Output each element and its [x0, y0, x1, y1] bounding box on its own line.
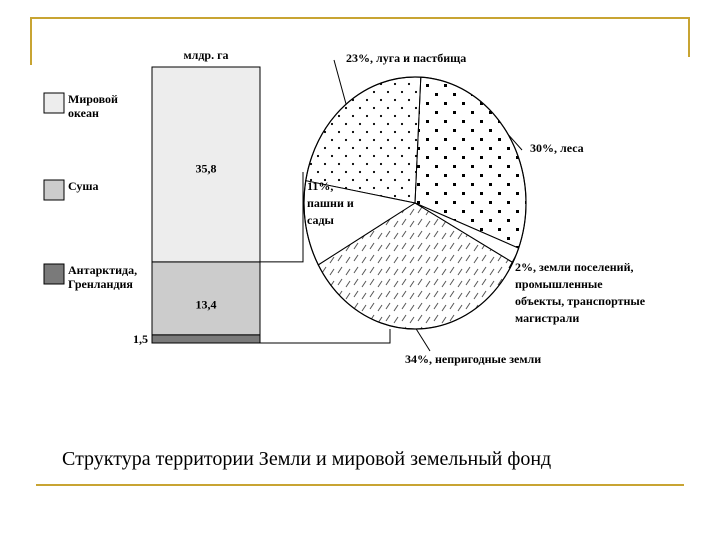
bar-value-label-1: 13,4 [195, 297, 217, 312]
pie-chart [260, 51, 646, 366]
pie-label-4-0: 11%, [307, 179, 334, 193]
pie-label-2-0: 2%, земли поселений, [515, 260, 634, 274]
pie-label-4-2: сады [307, 213, 334, 227]
legend-swatch-1 [44, 180, 64, 200]
pie-label-2-2: объекты, транспортные [515, 294, 646, 308]
pie-label-0-0: 23%, луга и пастбища [346, 51, 467, 65]
connector-line-top [260, 172, 303, 262]
legend-swatch-2 [44, 264, 64, 284]
legend-label-1-0: Суша [68, 179, 99, 193]
connector-line-bottom [260, 329, 390, 343]
slide-caption: Структура территории Земли и мировой земельный фонд [62, 448, 552, 470]
pie-label-3-0: 34%, непригодные земли [405, 352, 542, 366]
legend-label-2-1: Гренландия [68, 277, 133, 291]
bar-legend [44, 92, 137, 291]
pie-label-2-1: промышленные [515, 277, 603, 291]
legend-label-0-1: океан [68, 106, 99, 120]
bar-value-label-0: 1,5 [133, 331, 148, 346]
pie-callout-0 [334, 60, 346, 104]
pie-label-1-0: 30%, леса [530, 141, 584, 155]
pie-label-2-3: магистрали [515, 311, 580, 325]
pie-label-4-1: пашни и [307, 196, 354, 210]
bar-segment-0 [152, 335, 260, 343]
stacked-bar-chart [133, 48, 260, 346]
pie-callout-3 [416, 329, 430, 351]
bar-value-label-2: 35,8 [195, 161, 217, 176]
legend-label-0-0: Мировой [68, 92, 118, 106]
legend-label-2-0: Антарктида, [68, 263, 138, 277]
bar-axis-label: млдр. га [183, 48, 229, 62]
legend-swatch-0 [44, 93, 64, 113]
